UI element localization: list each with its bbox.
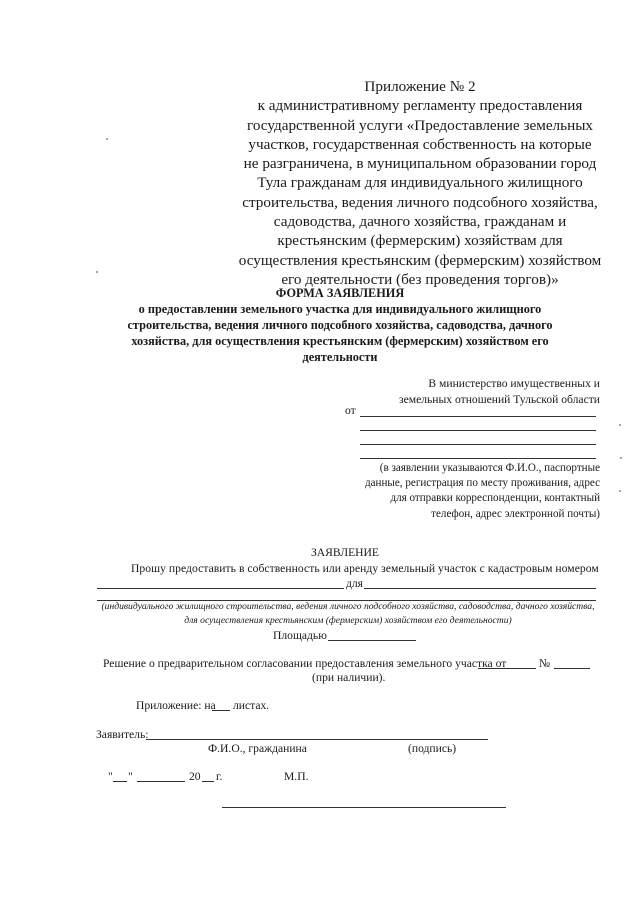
date-open-quote: " (108, 770, 113, 783)
hint-line: (в заявлении указываются Ф.И.О., паспортные (379, 462, 600, 474)
signature-caption: (подпись) (408, 742, 457, 755)
appendix-header (225, 77, 615, 289)
form-title-line: хозяйства, для осуществления крестьянским (фермерским) хозяйством его (131, 334, 549, 348)
form-title-line: строительства, ведения личного подсобного хозяйства, садоводства, дачного (127, 318, 553, 332)
request-text: Прошу предоставить в собственность или аренду земельный участок с кадастровым номером (131, 562, 599, 575)
appendix-line: Тула гражданам для индивидуального жилищного (257, 174, 583, 192)
applicant-info-line[interactable] (360, 416, 596, 417)
applicant-label: Заявитель: (96, 728, 149, 741)
appendix-line: осуществления крестьянским (фермерским) хозяйством (238, 251, 602, 269)
scan-speck (619, 424, 621, 426)
date-year-field[interactable] (202, 781, 214, 782)
hint-line: телефон, адрес электронной почты) (431, 507, 600, 520)
decision-number-field[interactable] (554, 668, 590, 669)
for-label: для (346, 577, 364, 590)
addressee-block (399, 376, 600, 407)
form-title-line: о предоставлении земельного участка для индивидуального жилищного (138, 302, 542, 316)
date-day-field[interactable] (113, 781, 127, 782)
decision-date-field[interactable] (478, 668, 536, 669)
appendix-line: крестьянским (фермерским) хозяйствам для (277, 232, 563, 250)
applicant-info-line[interactable] (360, 444, 596, 445)
form-title-heading: ФОРМА ЗАЯВЛЕНИЯ (275, 286, 405, 300)
applicant-info-line[interactable] (360, 430, 596, 431)
scan-speck (106, 138, 108, 140)
hint-line: данные, регистрация по месту проживания, адрес (364, 477, 600, 490)
form-title-line: деятельности (302, 350, 378, 364)
number-label: № (539, 657, 551, 670)
decision-text: Решение о предварительном согласовании предоставления земельного участка от (103, 657, 507, 670)
scan-speck (96, 271, 98, 273)
date-year-prefix: 20 (189, 770, 201, 783)
area-field[interactable] (328, 640, 416, 641)
fio-caption: Ф.И.О., гражданина (208, 742, 307, 755)
scan-speck (619, 490, 621, 492)
scan-speck (620, 457, 622, 459)
applicant-name-line[interactable] (146, 739, 488, 740)
appendix-line: государственной услуги «Предоставление земельных (246, 116, 593, 134)
purpose-note-line: (индивидуального жилищного строительства, ведения личного подсобного хозяйства, садоводства, дачного хозяйства, (101, 601, 595, 612)
purpose-note (98, 600, 598, 627)
attachment-prefix: Приложение: на (136, 699, 216, 712)
date-month-field[interactable] (137, 781, 185, 782)
addressee-line: земельных отношений Тульской области (399, 392, 600, 406)
appendix-line: к административному регламенту предоставления (257, 97, 583, 115)
form-title (100, 285, 580, 365)
applicant-info-hint (365, 461, 600, 522)
area-label: Площадью (273, 629, 327, 642)
attachment-sheets-field[interactable] (212, 710, 230, 711)
bottom-signature-line[interactable] (222, 807, 506, 808)
appendix-line: его деятельности (без проведения торгов)» (281, 270, 559, 288)
addressee-line: В министерство имущественных и (428, 377, 600, 390)
purpose-note-line: для осуществления крестьянским (фермерским) хозяйством его деятельности) (184, 614, 512, 626)
appendix-line: строительства, ведения личного подсобного хозяйства, (242, 193, 598, 211)
purpose-line[interactable] (364, 588, 596, 589)
if-any-note: (при наличии). (312, 671, 386, 684)
from-label: от (345, 404, 356, 417)
appendix-number: Приложение № 2 (364, 78, 476, 95)
applicant-info-line[interactable] (360, 458, 596, 459)
attachment-suffix: листах. (233, 699, 270, 712)
date-close-quote: " (128, 770, 133, 783)
appendix-line: не разграничена, в муниципальном образовании город (243, 155, 597, 173)
date-year-suffix: г. (216, 770, 223, 783)
appendix-line: участков, государственная собственность на которые (248, 135, 592, 153)
statement-heading: ЗАЯВЛЕНИЕ (311, 546, 379, 559)
appendix-line: садоводства, дачного хозяйства, гражданам и (273, 213, 567, 231)
hint-line: для отправки корреспонденции, контактный (390, 492, 600, 505)
seal-label: М.П. (284, 770, 309, 783)
cadastral-number-line[interactable] (97, 588, 344, 589)
